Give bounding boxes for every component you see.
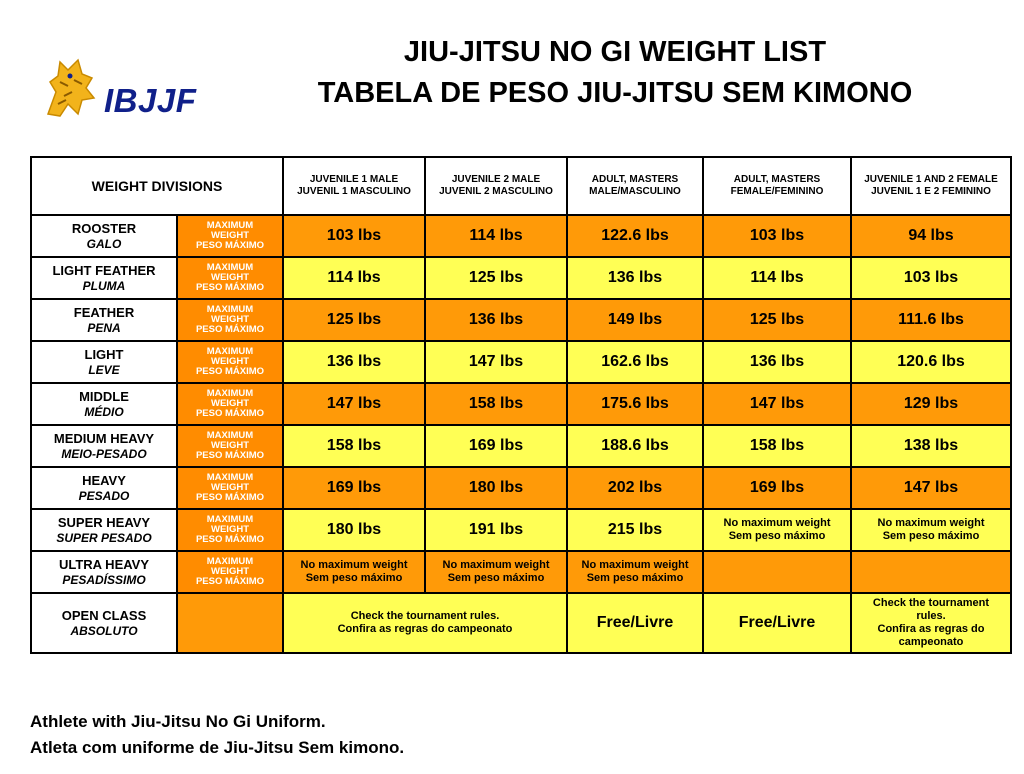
footer-note-en: Athlete with Jiu-Jitsu No Gi Uniform. — [30, 712, 326, 731]
max-weight-label: MAXIMUM WEIGHT PESO MÁXIMO — [177, 551, 283, 593]
weight-cell: 138 lbs — [851, 425, 1011, 467]
weight-cell: 162.6 lbs — [567, 341, 703, 383]
weight-cell: 94 lbs — [851, 215, 1011, 257]
logo-text: IBJJF — [104, 82, 197, 119]
weight-cell: 158 lbs — [703, 425, 851, 467]
max-weight-label: MAXIMUM WEIGHT PESO MÁXIMO — [177, 425, 283, 467]
footer-note-pt: Atleta com uniforme de Jiu-Jitsu Sem kimono. — [30, 738, 405, 757]
division-name: ULTRA HEAVY PESADÍSSIMO — [31, 551, 177, 593]
table-row — [31, 299, 1011, 341]
max-weight-label: MAXIMUM WEIGHT PESO MÁXIMO — [177, 299, 283, 341]
weight-cell: 147 lbs — [703, 383, 851, 425]
max-weight-label: MAXIMUM WEIGHT PESO MÁXIMO — [177, 467, 283, 509]
division-name: MIDDLE MÉDIO — [31, 383, 177, 425]
ibjjf-logo — [38, 52, 238, 122]
no-max-weight-cell: No maximum weight Sem peso máximo — [567, 551, 703, 593]
free-cell: Free/Livre — [703, 593, 851, 653]
weight-cell: 136 lbs — [567, 257, 703, 299]
weight-cell: 149 lbs — [567, 299, 703, 341]
weight-cell: 175.6 lbs — [567, 383, 703, 425]
weight-divisions-header: WEIGHT DIVISIONS — [31, 157, 283, 215]
division-name: OPEN CLASS ABSOLUTO — [31, 593, 177, 653]
weight-cell: 125 lbs — [703, 299, 851, 341]
max-weight-label: MAXIMUM WEIGHT PESO MÁXIMO — [177, 341, 283, 383]
weight-cell: 103 lbs — [703, 215, 851, 257]
empty-cell — [703, 551, 851, 593]
division-name: SUPER HEAVY SUPER PESADO — [31, 509, 177, 551]
column-header: ADULT, MASTERS FEMALE/FEMININO — [703, 157, 851, 215]
no-max-weight-cell: No maximum weight Sem peso máximo — [425, 551, 567, 593]
weight-cell: 120.6 lbs — [851, 341, 1011, 383]
weight-cell: 202 lbs — [567, 467, 703, 509]
weight-cell: 169 lbs — [703, 467, 851, 509]
tiger-emblem-icon — [38, 52, 102, 122]
division-name: HEAVY PESADO — [31, 467, 177, 509]
weight-cell: 158 lbs — [425, 383, 567, 425]
weight-cell: 158 lbs — [283, 425, 425, 467]
weight-cell: 125 lbs — [425, 257, 567, 299]
page-title-pt: TABELA DE PESO JIU-JITSU SEM KIMONO — [317, 77, 913, 109]
empty-cell — [851, 551, 1011, 593]
weight-cell: 147 lbs — [425, 341, 567, 383]
check-rules-female-cell: Check the tournament rules. Confira as regras do campeonato — [851, 593, 1011, 653]
table-row — [31, 551, 1011, 593]
no-max-weight-cell: No maximum weight Sem peso máximo — [283, 551, 425, 593]
empty-label-cell — [177, 593, 283, 653]
weight-cell: 136 lbs — [283, 341, 425, 383]
column-header: JUVENILE 2 MALE JUVENIL 2 MASCULINO — [425, 157, 567, 215]
max-weight-label: MAXIMUM WEIGHT PESO MÁXIMO — [177, 215, 283, 257]
weight-cell: 122.6 lbs — [567, 215, 703, 257]
division-name: MEDIUM HEAVY MEIO-PESADO — [31, 425, 177, 467]
weight-cell: 169 lbs — [425, 425, 567, 467]
weight-cell: 114 lbs — [283, 257, 425, 299]
weight-cell: 114 lbs — [425, 215, 567, 257]
weight-cell: 188.6 lbs — [567, 425, 703, 467]
weight-cell: 147 lbs — [851, 467, 1011, 509]
max-weight-label: MAXIMUM WEIGHT PESO MÁXIMO — [177, 383, 283, 425]
weight-cell: 111.6 lbs — [851, 299, 1011, 341]
weight-cell: 169 lbs — [283, 467, 425, 509]
column-header: ADULT, MASTERS MALE/MASCULINO — [567, 157, 703, 215]
table-row — [31, 383, 1011, 425]
max-weight-label: MAXIMUM WEIGHT PESO MÁXIMO — [177, 257, 283, 299]
weight-cell: 103 lbs — [851, 257, 1011, 299]
table-row — [31, 509, 1011, 551]
page-title-en: JIU-JITSU NO GI WEIGHT LIST — [403, 36, 827, 68]
no-max-weight-cell: No maximum weight Sem peso máximo — [851, 509, 1011, 551]
weight-cell: 191 lbs — [425, 509, 567, 551]
table-row — [31, 257, 1011, 299]
column-header: JUVENILE 1 AND 2 FEMALE JUVENIL 1 E 2 FEMININO — [851, 157, 1011, 215]
max-weight-label: MAXIMUM WEIGHT PESO MÁXIMO — [177, 509, 283, 551]
division-name: FEATHER PENA — [31, 299, 177, 341]
weight-cell: 215 lbs — [567, 509, 703, 551]
weight-table — [30, 156, 1012, 654]
weight-cell: 103 lbs — [283, 215, 425, 257]
free-cell: Free/Livre — [567, 593, 703, 653]
weight-cell: 180 lbs — [425, 467, 567, 509]
division-name: ROOSTER GALO — [31, 215, 177, 257]
division-name: LIGHT FEATHER PLUMA — [31, 257, 177, 299]
weight-cell: 136 lbs — [703, 341, 851, 383]
weight-cell: 136 lbs — [425, 299, 567, 341]
table-row — [31, 215, 1011, 257]
weight-cell: 114 lbs — [703, 257, 851, 299]
weight-cell: 147 lbs — [283, 383, 425, 425]
no-max-weight-cell: No maximum weight Sem peso máximo — [703, 509, 851, 551]
table-row — [31, 425, 1011, 467]
column-header: JUVENILE 1 MALE JUVENIL 1 MASCULINO — [283, 157, 425, 215]
table-row — [31, 341, 1011, 383]
division-name: LIGHT LEVE — [31, 341, 177, 383]
table-row-open-class — [31, 593, 1011, 653]
weight-cell: 129 lbs — [851, 383, 1011, 425]
weight-cell: 180 lbs — [283, 509, 425, 551]
table-header-row — [31, 157, 1011, 215]
table-row — [31, 467, 1011, 509]
check-rules-cell: Check the tournament rules. Confira as regras do campeonato — [283, 593, 567, 653]
weight-cell: 125 lbs — [283, 299, 425, 341]
